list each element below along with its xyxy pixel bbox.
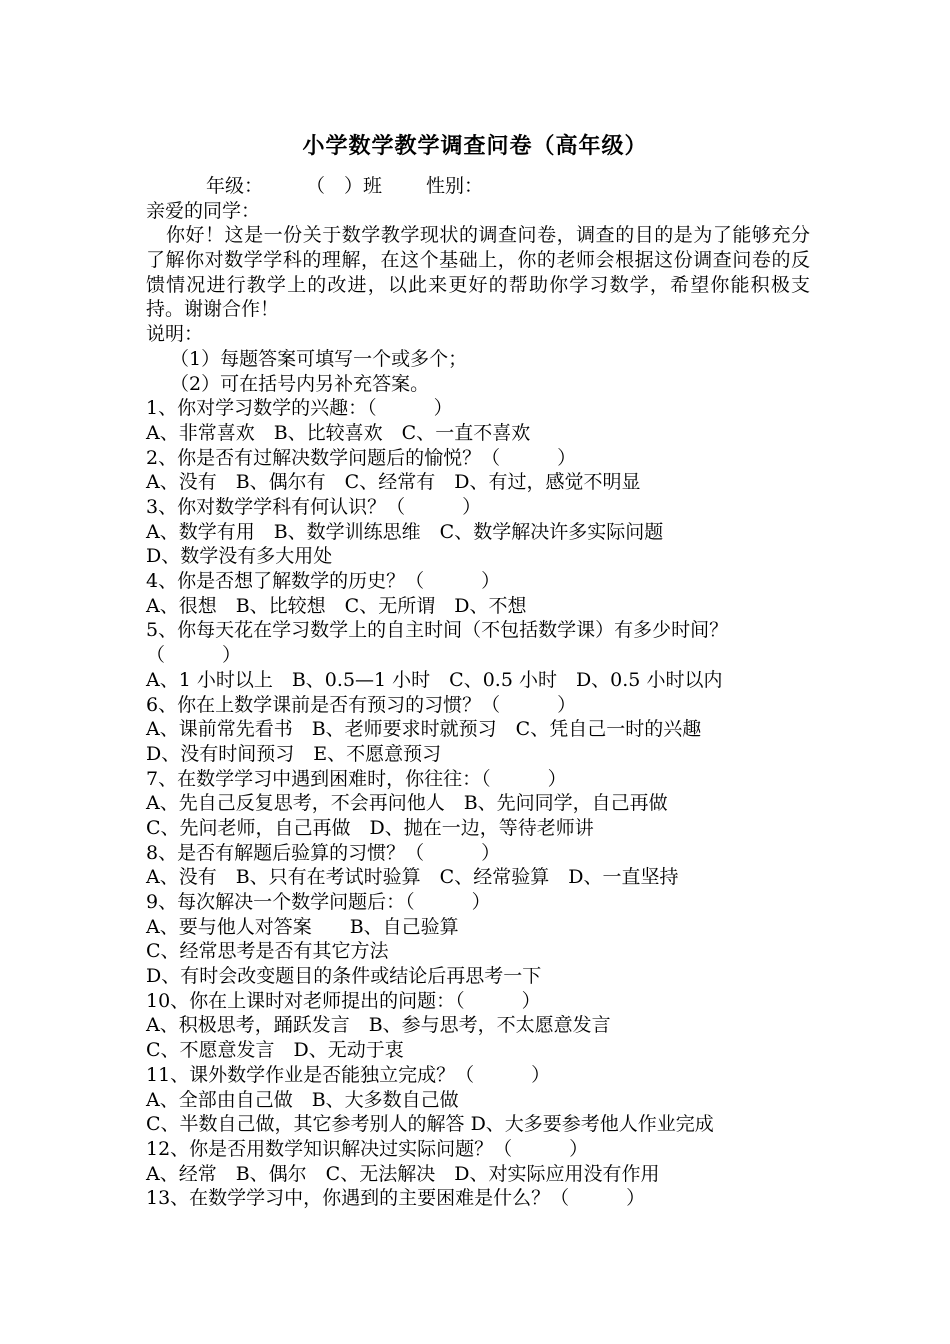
question-list [146,396,810,1211]
question-options: A、先自己反复思考，不会再问他人 B、先问同学，自己再做 [146,792,668,815]
question-text: 13、在数学学习中，你遇到的主要困难是什么？（ ） [146,1187,646,1210]
question-options: A、没有 B、偶尔有 C、经常有 D、有过，感觉不明显 [146,471,641,494]
note-item: （1）每题答案可填写一个或多个； [170,347,468,370]
question-item [146,989,810,1063]
question-item [146,1063,810,1137]
greeting: 亲爱的同学： [146,199,261,222]
question-options: C、先问老师，自己再做 D、抛在一边，等待老师讲 [146,816,594,839]
question-options: C、经常思考是否有其它方法 [146,940,389,963]
question-text: 11、课外数学作业是否能独立完成？（ ） [146,1063,551,1086]
question-item [146,890,810,989]
question-item [146,396,810,445]
class-label: （ ）班 [306,175,383,197]
question-options: A、没有 B、只有在考试时验算 C、经常验算 D、一直坚持 [146,866,679,889]
question-text: 7、在数学学习中遇到困难时，你往往：（ ） [146,767,567,790]
question-options: A、很想 B、比较想 C、无所谓 D、不想 [146,594,527,617]
question-text: 2、你是否有过解决数学问题后的愉悦？（ ） [146,446,577,469]
question-text: 5、你每天花在学习数学上的自主时间（不包括数学课）有多少时间？ [146,619,729,642]
question-options: A、数学有用 B、数学训练思维 C、数学解决许多实际问题 [146,520,664,543]
question-text: 8、是否有解题后验算的习惯？（ ） [146,841,501,864]
question-item [146,1137,810,1186]
question-options: A、课前常先看书 B、老师要求时就预习 C、凭自己一时的兴趣 [146,718,702,741]
question-options: D、没有时间预习 E、不愿意预习 [146,742,442,765]
question-options: C、半数自己做，其它参考别人的解答 D、大多要参考他人作业完成 [146,1113,714,1136]
notes-label: 说明： [146,323,204,346]
question-text: 3、你对数学学科有何认识？（ ） [146,496,482,518]
question-item [146,495,810,569]
note-item: （2）可在括号内另补充答案。 [170,372,430,395]
question-options: C、不愿意发言 D、无动于衷 [146,1039,404,1062]
question-text: 9、每次解决一个数学问题后：（ ） [146,891,491,913]
question-item [146,841,810,890]
question-text: 1、你对学习数学的兴趣：（ ） [146,397,453,420]
question-options: A、要与他人对答案 B、自己验算 [146,915,459,938]
question-item [146,446,810,495]
question-item [146,693,810,767]
intro-paragraph: 你好！这是一份关于数学教学现状的调查问卷，调查的目的是为了能够充分了解你对数学学科的理解，在这个基础上，你的老师会根据这份调查问卷的反馈情况进行教学上的改进，以此来更好的帮助你学习数学，希望你能积极支持。谢谢合作！ [146,224,810,321]
question-item [146,569,810,618]
question-text: 10、你在上课时对老师提出的问题：（ ） [146,989,541,1012]
question-options: A、经常 B、偶尔 C、无法解决 D、对实际应用没有作用 [146,1162,660,1185]
question-options: A、积极思考，踊跃发言 B、参与思考，不太愿意发言 [146,1014,611,1037]
document-body [146,174,810,1211]
question-answer-blank: （ ） [146,644,242,667]
notes-list [146,347,810,396]
grade-label: 年级： [206,175,264,197]
question-text: 4、你是否想了解数学的历史？（ ） [146,570,501,593]
document-title: 小学数学教学调查问卷（高年级） [302,134,648,159]
gender-label: 性别： [426,175,484,197]
question-item [146,618,810,692]
question-options: A、全部由自己做 B、大多数自己做 [146,1088,459,1111]
question-options: A、1 小时以上 B、0.5—1 小时 C、0.5 小时 D、0.5 小时以内 [146,668,723,691]
question-text: 6、你在上数学课前是否有预习的习惯？（ ） [146,693,577,716]
question-options: A、非常喜欢 B、比较喜欢 C、一直不喜欢 [146,421,531,444]
question-options: D、数学没有多大用处 [146,545,333,568]
question-item [146,1186,810,1211]
student-info-line [146,174,810,199]
question-options: D、有时会改变题目的条件或结论后再思考一下 [146,965,542,988]
question-text: 12、你是否用数学知识解决过实际问题？（ ） [146,1137,589,1160]
question-item [146,767,810,841]
